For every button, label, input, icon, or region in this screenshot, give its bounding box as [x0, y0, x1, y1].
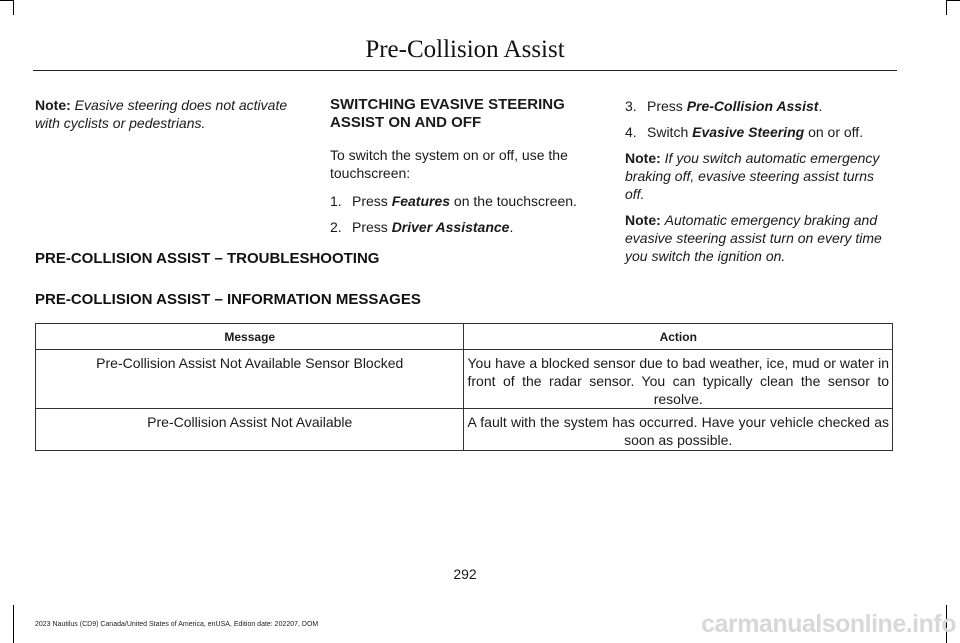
note-label: Note:	[625, 150, 661, 166]
message-cell: Pre-Collision Assist Not Available	[36, 409, 464, 451]
column-header-action: Action	[464, 324, 893, 350]
step-text-pre: Press	[352, 193, 392, 209]
crop-mark	[13, 605, 14, 643]
step-number: 1.	[330, 193, 342, 209]
crop-mark	[946, 0, 947, 15]
step-text-post: .	[509, 219, 514, 235]
step-text-post: on or off.	[804, 124, 864, 140]
note-text: If you switch automatic emergency braking off, evasive steering assist turns off.	[625, 150, 880, 202]
step-text	[647, 123, 863, 141]
edition-footer: 2023 Nautilus (CD9) Canada/United States of America, enUSA, Edition date: 202207, DOM	[35, 621, 319, 628]
step-text-pre: Switch	[647, 124, 693, 140]
crop-mark	[0, 0, 14, 1]
step-item	[330, 192, 580, 210]
step-text	[352, 192, 577, 210]
step-emphasis: Features	[391, 193, 451, 209]
step-number: 2.	[330, 219, 342, 235]
page-title: Pre-Collision Assist	[365, 36, 565, 63]
note-label: Note:	[625, 212, 661, 228]
step-text-pre: Press	[647, 98, 687, 114]
step-emphasis: Driver Assistance	[391, 219, 510, 235]
page-number: 292	[453, 566, 477, 582]
column-1	[35, 96, 310, 140]
section-heading-messages: PRE-COLLISION ASSIST – INFORMATION MESSAGES	[35, 291, 421, 308]
intro-text: To switch the system on or off, use the touchscreen:	[330, 147, 568, 181]
step-item	[625, 97, 895, 115]
action-cell: You have a blocked sensor due to bad weather, ice, mud or water in front of the radar sensor. You can typically clean the sensor to resolve.	[464, 350, 893, 409]
column-2	[330, 96, 580, 244]
action-cell: A fault with the system has occurred. Have your vehicle checked as soon as possible.	[464, 409, 893, 451]
step-text	[352, 218, 513, 236]
crop-mark	[13, 0, 14, 15]
section-heading-switching: SWITCHING EVASIVE STEERING ASSIST ON AND OFF	[330, 96, 565, 131]
note-label: Note:	[35, 97, 71, 113]
information-messages-table	[35, 323, 893, 451]
step-item	[625, 123, 895, 141]
step-text-post: .	[818, 98, 823, 114]
watermark: carmanualsonline.info	[701, 610, 956, 638]
step-item	[330, 218, 580, 236]
crop-mark	[946, 0, 960, 1]
step-number: 4.	[625, 124, 637, 140]
section-heading-troubleshooting: PRE-COLLISION ASSIST – TROUBLESHOOTING	[35, 250, 380, 267]
message-cell: Pre-Collision Assist Not Available Sensor Blocked	[36, 350, 464, 409]
note	[625, 211, 895, 265]
step-text	[647, 97, 822, 115]
table-row	[36, 409, 893, 451]
step-emphasis: Evasive Steering	[692, 124, 805, 140]
note-text: Evasive steering does not activate with cyclists or pedestrians.	[35, 97, 288, 131]
step-emphasis: Pre-Collision Assist	[686, 98, 819, 114]
table-header-row	[36, 324, 893, 350]
note	[35, 96, 310, 132]
table-row	[36, 350, 893, 409]
header-rule	[33, 70, 897, 71]
column-3	[625, 97, 895, 273]
column-header-message: Message	[36, 324, 464, 350]
step-text-post: on the touchscreen.	[450, 193, 577, 209]
note-text: Automatic emergency braking and evasive steering assist turn on every time you switch the ignition on.	[625, 212, 882, 264]
step-number: 3.	[625, 98, 637, 114]
step-text-pre: Press	[352, 219, 392, 235]
note	[625, 149, 895, 203]
